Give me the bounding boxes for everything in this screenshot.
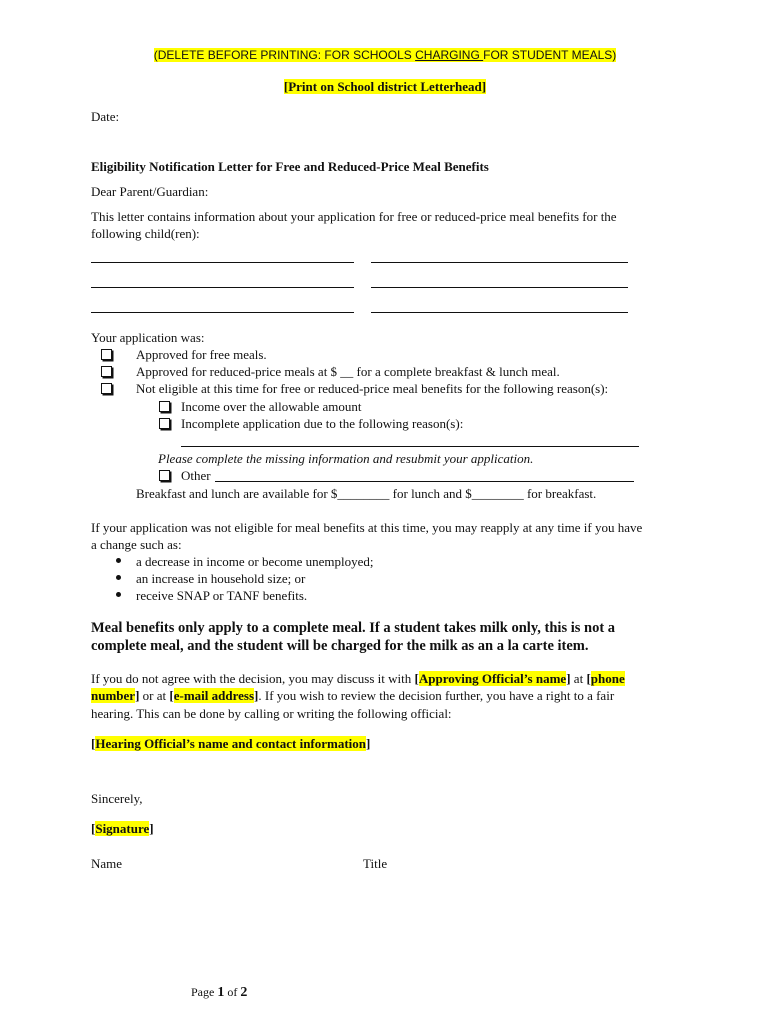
bracket: [ bbox=[91, 736, 96, 751]
reason-other: Other bbox=[181, 468, 211, 483]
appeal-text: at bbox=[570, 671, 587, 686]
salutation: Dear Parent/Guardian: bbox=[91, 184, 209, 199]
appeal-line-2 bbox=[91, 687, 614, 704]
bullet-icon bbox=[116, 592, 121, 597]
child-name-blank[interactable] bbox=[371, 312, 628, 313]
bracket: ] bbox=[149, 821, 154, 836]
letter-title: Eligibility Notification Letter for Free and Reduced-Price Meal Benefits bbox=[91, 159, 489, 174]
reason-income: Income over the allowable amount bbox=[181, 399, 362, 414]
signature bbox=[91, 820, 154, 837]
email-placeholder: e-mail address bbox=[173, 688, 255, 703]
phone-placeholder: phone bbox=[590, 671, 625, 686]
intro-line-1: This letter contains information about your application for free or reduced-price meal benefits for the bbox=[91, 209, 617, 224]
list-item: receive SNAP or TANF benefits. bbox=[136, 588, 308, 603]
child-name-blank[interactable] bbox=[91, 262, 354, 263]
bracket: [ bbox=[91, 821, 96, 836]
bracket: ] bbox=[366, 736, 371, 751]
incomplete-reason-blank[interactable] bbox=[181, 446, 639, 447]
checkbox-incomplete[interactable] bbox=[159, 418, 170, 429]
page-word: Page bbox=[191, 985, 218, 999]
checkbox-reduced-meals[interactable] bbox=[101, 366, 112, 377]
notice-line-1: Meal benefits only apply to a complete meal. If a student takes milk only, this is not a bbox=[91, 620, 616, 636]
child-name-blank[interactable] bbox=[371, 262, 628, 263]
title-label: Title bbox=[363, 856, 388, 871]
letterhead-note bbox=[0, 78, 770, 95]
child-name-blank[interactable] bbox=[91, 312, 354, 313]
hearing-official-placeholder: Hearing Official’s name and contact information bbox=[95, 736, 367, 751]
notice-line-2: complete meal, and the student will be charged for the milk as an a la carte item. bbox=[91, 638, 589, 654]
delete-note-highlight bbox=[154, 48, 617, 62]
bullet-icon bbox=[116, 558, 121, 563]
appeal-line-1 bbox=[91, 670, 625, 687]
reapply-line-1: If your application was not eligible for meal benefits at this time, you may reapply at any time if you have bbox=[91, 520, 643, 535]
bracket: ] bbox=[566, 671, 571, 686]
child-name-blank[interactable] bbox=[371, 287, 628, 288]
option-not-eligible: Not eligible at this time for free or reduced-price meal benefits for the following reason(s): bbox=[136, 381, 609, 396]
delete-note-prefix: (DELETE BEFORE PRINTING: FOR SCHOOLS bbox=[153, 48, 416, 62]
appeal-text: If you do not agree with the decision, you may discuss it with bbox=[91, 671, 415, 686]
intro-line-2: following child(ren): bbox=[91, 226, 200, 241]
closing: Sincerely, bbox=[91, 791, 143, 806]
other-reason-blank[interactable] bbox=[215, 481, 634, 482]
child-name-blank[interactable] bbox=[91, 287, 354, 288]
page-number bbox=[191, 984, 247, 1001]
bullet-icon bbox=[116, 575, 121, 580]
delete-note-suffix: FOR STUDENT MEALS) bbox=[483, 48, 617, 62]
application-heading: Your application was: bbox=[91, 330, 205, 345]
delete-note bbox=[0, 47, 770, 64]
date-label: Date: bbox=[91, 109, 120, 124]
delete-note-underlined: CHARGING bbox=[415, 48, 484, 62]
appeal-line-3: hearing. This can be done by calling or writing the following official: bbox=[91, 706, 452, 721]
bracket: [ bbox=[586, 671, 591, 686]
checkbox-income-over[interactable] bbox=[159, 401, 170, 412]
approving-official-placeholder: Approving Official’s name bbox=[418, 671, 567, 686]
list-item: an increase in household size; or bbox=[136, 571, 306, 586]
list-item: a decrease in income or become unemployed; bbox=[136, 554, 374, 569]
letterhead-text: [Print on School district Letterhead] bbox=[283, 79, 487, 94]
bracket: ] bbox=[254, 688, 259, 703]
hearing-official bbox=[91, 735, 370, 752]
name-label: Name bbox=[91, 856, 123, 871]
bracket: [ bbox=[169, 688, 174, 703]
total-pages: 2 bbox=[240, 985, 248, 1000]
checkbox-free-meals[interactable] bbox=[101, 349, 112, 360]
bracket: ] bbox=[135, 688, 140, 703]
appeal-text: . If you wish to review the decision further, you have a right to a fair bbox=[258, 688, 615, 703]
bracket: [ bbox=[414, 671, 419, 686]
meal-prices: Breakfast and lunch are available for $________ for lunch and $________ for breakfast. bbox=[136, 486, 597, 501]
of-word: of bbox=[224, 985, 241, 999]
checkbox-not-eligible[interactable] bbox=[101, 383, 112, 394]
reapply-line-2: a change such as: bbox=[91, 537, 182, 552]
option-reduced-meals: Approved for reduced-price meals at $ __ for a complete breakfast & lunch meal. bbox=[136, 364, 560, 379]
signature-placeholder: Signature bbox=[95, 821, 150, 836]
option-free-meals: Approved for free meals. bbox=[136, 347, 267, 362]
please-complete-note: Please complete the missing information and resubmit your application. bbox=[158, 451, 534, 466]
reason-incomplete: Incomplete application due to the following reason(s): bbox=[181, 416, 464, 431]
phone-placeholder: number bbox=[91, 688, 136, 703]
appeal-text: or at bbox=[139, 688, 170, 703]
current-page: 1 bbox=[217, 985, 225, 1000]
checkbox-other[interactable] bbox=[159, 470, 170, 481]
